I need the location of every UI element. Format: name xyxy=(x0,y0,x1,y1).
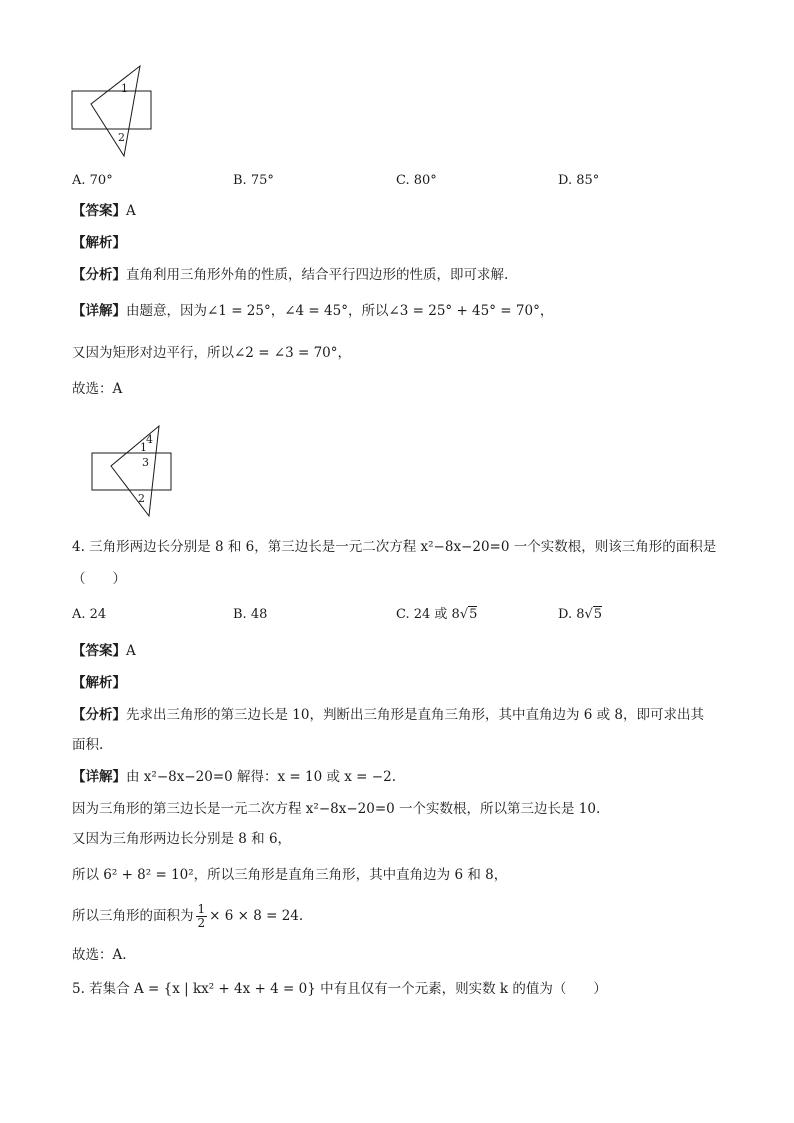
q4-answer-line xyxy=(72,641,136,661)
q3-option-b: B. 75° xyxy=(233,173,274,188)
q4-detail-line-2: 因为三角形的第三边长是一元二次方程 x²−8x−20=0 一个实数根，所以第三边长是 10. xyxy=(72,801,601,817)
q4-detail-line-3: 又因为三角形两边长分别是 8 和 6， xyxy=(72,831,292,847)
rectangle-shape xyxy=(92,453,171,490)
analysis-tag: 【解析】 xyxy=(72,235,126,251)
q3-option-c: C. 80° xyxy=(396,173,437,188)
q4-option-b: B. 48 xyxy=(233,607,268,622)
q4-option-c xyxy=(396,605,477,625)
answer-value: A xyxy=(126,203,136,219)
q4-detail-line-4: 所以 6² + 8² = 10²，所以三角形是直角三角形，其中直角边为 6 和 8， xyxy=(72,867,508,883)
q4-choice-line: 故选：A. xyxy=(72,947,127,963)
option-d-text: D. 8 xyxy=(558,607,585,622)
fraction-denominator: 2 xyxy=(197,916,206,930)
q3-analysis-line xyxy=(72,233,126,253)
q5-stem-line: 5. 若集合 A = {x | kx² + 4x + 4 = 0} 中有且仅有一个元素，则实数 k 的值为（ ） xyxy=(72,981,607,997)
q3-choice-line: 故选：A xyxy=(72,381,123,397)
q3-detail-line-1 xyxy=(72,301,553,321)
fenxi-tag: 【分析】 xyxy=(72,707,126,723)
q4-analysis-line xyxy=(72,673,126,693)
q3-detail-line-2: 又因为矩形对边平行，所以∠2 = ∠3 = 70°， xyxy=(72,345,352,361)
angle-label-4: 4 xyxy=(146,433,153,446)
detail-text: 由题意，因为∠1 = 25°，∠4 = 45°，所以∠3 = 25° + 45° = 70°， xyxy=(126,303,554,319)
detail-text: 由 x²−8x−20=0 解得：x = 10 或 x = −2. xyxy=(126,769,396,785)
angle-label-1: 1 xyxy=(121,82,128,95)
answer-value: A xyxy=(126,643,136,659)
sqrt-radicand: 5 xyxy=(593,607,603,622)
q3-option-d: D. 85° xyxy=(558,173,600,188)
q4-option-d xyxy=(558,605,602,625)
q4-option-a: A. 24 xyxy=(72,607,107,622)
q4-detail-line-1 xyxy=(72,767,396,787)
q4-stem-line: 4. 三角形两边长分别是 8 和 6，第三边长是一元二次方程 x²−8x−20=0 一个实数根，则该三角形的面积是 xyxy=(72,539,717,555)
figure-rectangle-triangle-1 xyxy=(66,60,166,160)
q3-option-a: A. 70° xyxy=(72,173,113,188)
answer-tag: 【答案】 xyxy=(72,203,126,219)
fraction xyxy=(196,903,208,930)
fraction-numerator: 1 xyxy=(197,902,206,916)
option-c-text: C. 24 或 8 xyxy=(396,607,460,622)
fenxi-text: 先求出三角形的第三边长是 10，判断出三角形是直角三角形，其中直角边为 6 或 8，即可求出其 xyxy=(126,707,705,723)
figure-rectangle-triangle-2 xyxy=(86,420,186,520)
analysis-tag: 【解析】 xyxy=(72,675,126,691)
detail-text-pre: 所以三角形的面积为 xyxy=(72,908,194,924)
sqrt-radicand: 5 xyxy=(469,607,478,622)
rectangle-shape xyxy=(72,91,151,129)
angle-label-2: 2 xyxy=(138,492,145,505)
angle-label-3: 3 xyxy=(142,456,149,469)
q4-fenxi-line-1 xyxy=(72,705,704,725)
q4-fenxi-line-2: 面积. xyxy=(72,737,104,753)
fenxi-tag: 【分析】 xyxy=(72,267,126,283)
q3-answer-line xyxy=(72,201,136,221)
q4-detail-line-5 xyxy=(72,903,303,930)
fenxi-text: 直角利用三角形外角的性质，结合平行四边形的性质，即可求解. xyxy=(126,267,509,283)
triangle-shape xyxy=(91,66,140,156)
detail-tag: 【详解】 xyxy=(72,303,126,319)
detail-text-post: × 6 × 8 = 24. xyxy=(209,908,304,924)
q3-fenxi-line xyxy=(72,265,508,285)
detail-tag: 【详解】 xyxy=(72,769,126,785)
angle-label-2: 2 xyxy=(118,131,125,144)
answer-tag: 【答案】 xyxy=(72,643,126,659)
q4-paren-line: （ ） xyxy=(72,571,126,587)
sqrt-sign: √ xyxy=(584,607,593,622)
angle-label-1: 1 xyxy=(140,441,147,454)
sqrt-sign: √ xyxy=(459,607,469,622)
